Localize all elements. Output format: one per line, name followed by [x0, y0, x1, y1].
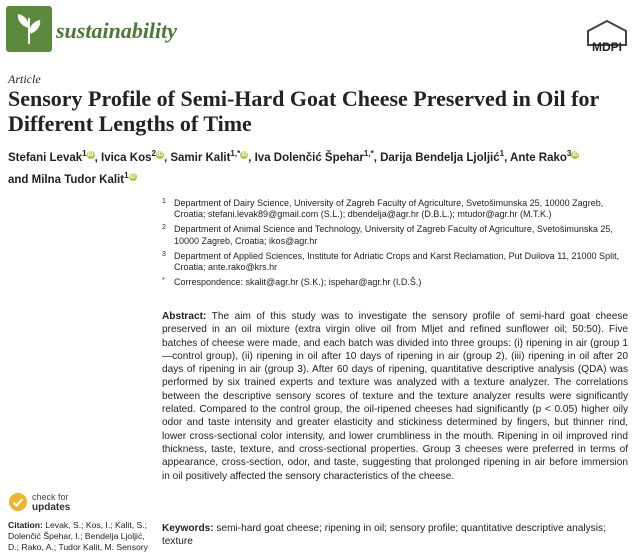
affiliation-item — [162, 224, 622, 246]
header — [6, 6, 634, 54]
abstract — [162, 310, 628, 483]
orcid-icon[interactable]: iD — [572, 152, 579, 158]
author-name[interactable]: Samir Kalit — [170, 151, 231, 164]
author-affiliation-marker: 1 — [82, 149, 87, 158]
keywords-text: semi-hard goat cheese; ripening in oil; sensory profile; quantitative descriptive analysis; texture — [162, 523, 606, 548]
author-name[interactable]: Darija Bendelja Ljoljić — [380, 151, 500, 164]
author-affiliation-marker: 1,* — [363, 149, 374, 158]
abstract-text: The aim of this study was to investigate the sensory profile of semi-hard goat cheese preserved in an oil mixture (extra virgin olive oil from Mljet and refined sunflower oil; 50:50). Five batches of cheese were made, and each batch was divided into three groups: (i) ripening in air (group 1—control group), (ii) ripening in oil after 10 days of ripening in air (group 2), (iii) ripening in oil after 20 days of ripening in air (group 3). After 60 days of ripening, quantitative descriptive analysis (QDA) was performed by six trained experts and texture was analyzed with a texture analyzer. The correlations between the descriptive sensory scores of texture and the texture analyzer results were significantly related. Compared to the control group, the oil-ripened cheeses had significantly (p < 0.05) higher oily odor and taste intensity and greater elasticity and stickiness determined by fingers, but thinner rind, lower cross-sectional color intensity, and lower crumbliness in the mouth. Ripening in oil improved rind thickness, taste, texture, and cross-sectional properties. Group 3 cheeses were preferred in terms of appearance, cross-section, odor, and taste, suggesting that prolonged ripening in air before immersion in oil positively affected the sensory characteristics of the cheese. — [162, 311, 628, 482]
affiliation-text: Department of Animal Science and Technology, University of Zagreb Faculty of Agriculture, Svetošimunska 25, 10000 Zagreb, Croatia; ikos@agr.hr — [174, 224, 613, 246]
author-affiliation-marker: 3 — [566, 149, 572, 158]
affiliation-item — [162, 277, 622, 288]
author-separator: , — [248, 151, 255, 164]
author-list — [8, 145, 628, 189]
journal-logo-icon — [6, 6, 52, 52]
orcid-icon[interactable]: iD — [241, 152, 248, 158]
citation-text: Levak, S.; Kos, I.; Kalit, S.; Dolenčić Špehar, I.; Bendelja Ljoljić, D.; Rako, A.; Tudor Kalit, M. Sensory — [8, 520, 148, 553]
affiliation-text: Department of Applied Sciences, Institute for Adriatic Crops and Karst Reclamation, Put Duilova 11, 21000 Split, Croatia; ante.rako@krs.hr — [174, 250, 620, 273]
affiliation-item — [162, 251, 622, 273]
journal-name[interactable]: sustainability — [56, 18, 178, 43]
citation — [8, 520, 148, 554]
orcid-icon[interactable]: iD — [87, 152, 94, 158]
check-updates-icon — [8, 492, 28, 512]
author-affiliation-marker: 1 — [124, 170, 129, 180]
affiliation-number: * — [162, 277, 165, 285]
author-affiliation-marker: 2 — [151, 149, 156, 158]
keywords-label: Keywords: — [162, 523, 214, 534]
citation-label: Citation: — [8, 520, 43, 530]
author-name[interactable]: Stefani Levak — [8, 151, 83, 164]
author-separator: , — [94, 151, 101, 164]
author-separator: , — [373, 151, 381, 164]
affiliation-number: 2 — [162, 224, 166, 232]
author-name[interactable]: Iva Dolenčić Špehar — [254, 151, 364, 164]
author-affiliation-marker: 1,* — [230, 149, 241, 158]
affiliation-text: Correspondence: skalit@agr.hr (S.K.); ispehar@agr.hr (I.D.Š.) — [174, 277, 422, 288]
article-title: Sensory Profile of Semi-Hard Goat Cheese Preserved in Oil for Different Lengths of Time — [8, 86, 599, 136]
check-for-updates-badge[interactable] — [8, 492, 138, 516]
updates-line1: check for — [32, 492, 69, 502]
article-type: Article — [8, 72, 41, 86]
author-name[interactable]: Ante Rako — [510, 151, 567, 164]
author-separator: , — [504, 151, 511, 164]
affiliation-number: 3 — [162, 250, 166, 258]
affiliation-number: 1 — [162, 198, 166, 205]
author-name[interactable]: and Milna Tudor Kalit — [8, 173, 125, 186]
author-separator: , — [163, 151, 171, 164]
publisher-name[interactable]: MDPI — [592, 40, 622, 54]
updates-line2: updates — [32, 502, 71, 513]
orcid-icon[interactable]: iD — [156, 152, 163, 158]
author-name[interactable]: Ivica Kos — [101, 151, 152, 164]
affiliations — [162, 198, 622, 292]
keywords — [162, 522, 628, 549]
affiliation-item — [162, 198, 622, 220]
author-affiliation-marker: 1 — [499, 149, 505, 158]
orcid-icon[interactable]: iD — [129, 173, 136, 180]
affiliation-text: Department of Dairy Science, University of Zagreb Faculty of Agriculture, Svetošimunska 25, 10000 Zagreb, Croatia; stefani.levak89@gmail.com (S.L.); dbendelja@agr.hr (D.B.L.); mtudor@agr.hr (M.T.K.) — [174, 198, 604, 220]
abstract-label: Abstract: — [162, 311, 207, 322]
